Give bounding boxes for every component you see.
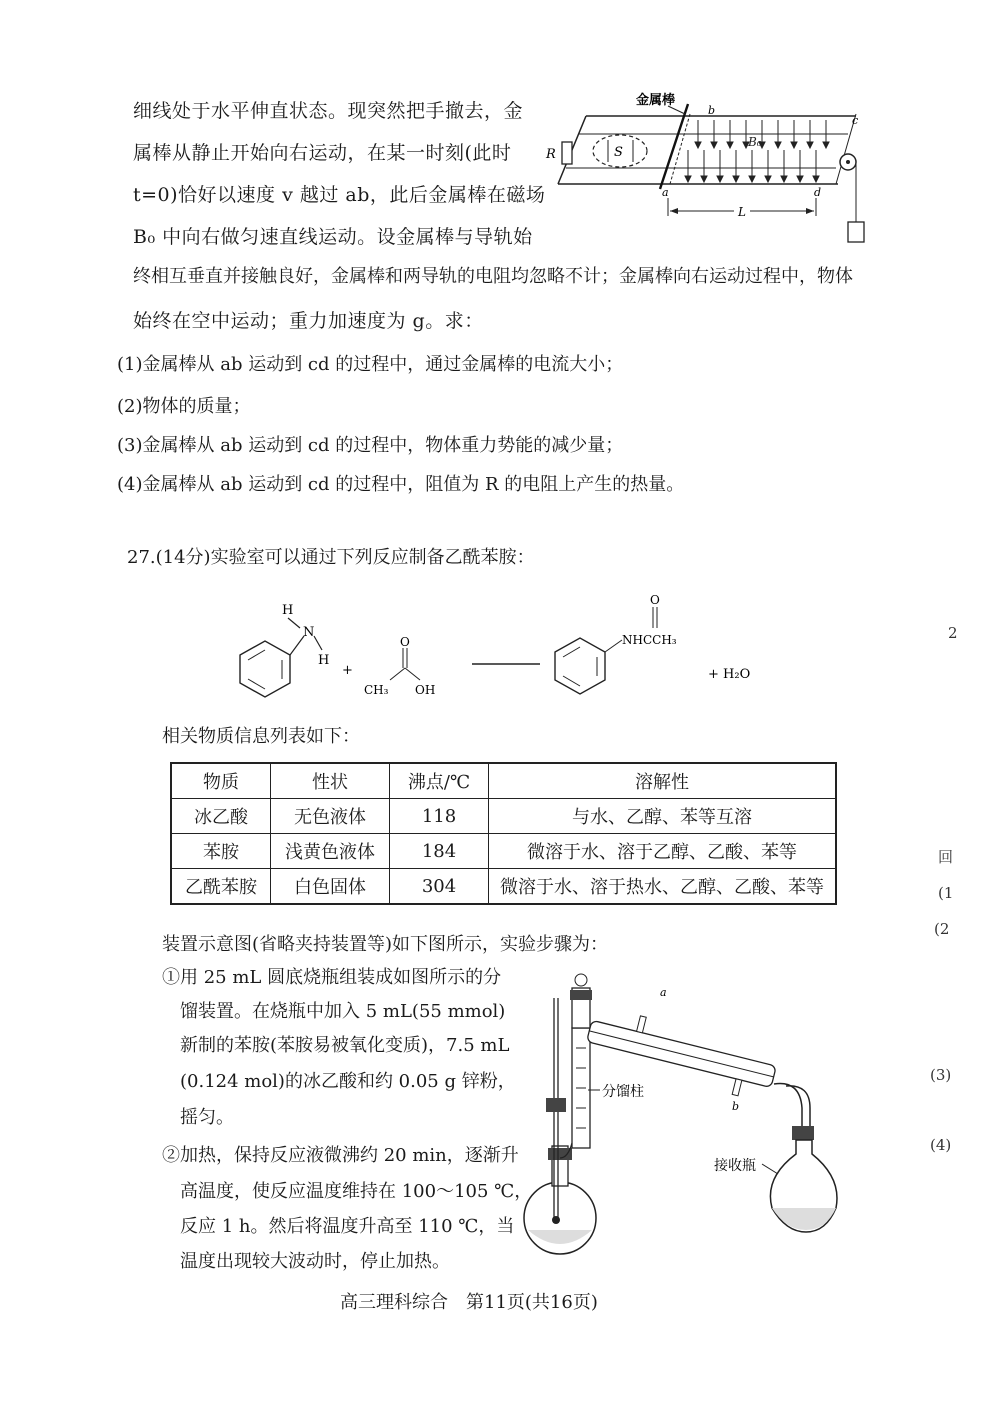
margin-mark: 回 <box>938 848 954 866</box>
water-product: + H₂O <box>708 667 751 682</box>
point-d-label: d <box>814 186 822 199</box>
p27-intro: 27.(14分)实验室可以通过下列反应制备乙酰苯胺： <box>127 547 535 568</box>
table-cell: 304 <box>390 869 489 905</box>
p26-line-6: 始终在空中运动；重力加速度为 g。求： <box>133 310 484 332</box>
margin-mark: (3) <box>930 1066 952 1084</box>
apparatus-intro: 装置示意图(省略夹持装置等)如下图所示，实验步骤为： <box>162 934 609 955</box>
rail-magnetic-field-figure <box>538 84 873 249</box>
p26-question-2: (2)物体的质量； <box>117 396 251 417</box>
amide-group-label: NHCCH₃ <box>622 633 677 647</box>
aniline-n-label: N <box>303 625 315 640</box>
p26-question-3: (3)金属棒从 ab 运动到 cd 的过程中，物体重力势能的减少量； <box>117 435 624 456</box>
resistor-label: R <box>546 147 556 162</box>
table-cell: 乙酰苯胺 <box>171 869 271 905</box>
condenser-inlet-a: a <box>660 986 667 999</box>
substance-info-table <box>170 762 837 905</box>
table-cell: 微溶于水、溶于热水、乙醇、乙酸、苯等 <box>489 869 837 905</box>
reaction-equation <box>210 590 770 715</box>
p26-question-1: (1)金属棒从 ab 运动到 cd 的过程中，通过金属棒的电流大小； <box>117 354 624 375</box>
point-b-label: b <box>708 104 716 117</box>
table-header-row <box>171 763 836 799</box>
table-row <box>171 869 836 905</box>
acid-ch3-label: CH₃ <box>364 683 389 697</box>
table-header-cell: 性状 <box>271 763 390 799</box>
amide-o-label: O <box>650 593 660 607</box>
step1-line-1: ①用 25 mL 圆底烧瓶组装成如图所示的分 <box>162 967 502 988</box>
table-cell: 白色固体 <box>271 869 390 905</box>
field-b0-label: B₀ <box>748 135 762 149</box>
receiver-label: 接收瓶 <box>714 1158 756 1174</box>
margin-mark: 2 <box>948 624 958 642</box>
table-cell: 与水、乙醇、苯等互溶 <box>489 799 837 834</box>
p26-line-4: B₀ 中向右做匀速直线运动。设金属棒与导轨始 <box>133 226 533 248</box>
aniline-h-top: H <box>282 603 294 618</box>
distillation-apparatus-figure <box>510 968 840 1263</box>
hanging-mass <box>848 222 864 242</box>
condenser-outlet-b: b <box>732 1100 740 1113</box>
table-header-cell: 物质 <box>171 763 271 799</box>
step2-line-3: 反应 1 h。然后将温度升高至 110 ℃，当 <box>180 1216 515 1237</box>
table-header-cell: 沸点/℃ <box>390 763 489 799</box>
table-cell: 无色液体 <box>271 799 390 834</box>
aniline-h-side: H <box>318 653 330 668</box>
p26-line-5: 终相互垂直并接触良好，金属棒和两导轨的电阻均忽略不计；金属棒向右运动过程中，物体 <box>133 266 853 287</box>
p26-line-1: 细线处于水平伸直状态。现突然把手撤去，金 <box>133 100 524 122</box>
table-cell: 微溶于水、溶于乙醇、乙酸、苯等 <box>489 834 837 869</box>
step1-line-5: 摇匀。 <box>180 1107 234 1128</box>
table-row <box>171 799 836 834</box>
point-c-label: c <box>852 114 859 127</box>
table-row <box>171 834 836 869</box>
margin-mark: (2 <box>934 920 950 938</box>
page-footer: 高三理科综合 第11页(共16页) <box>340 1292 598 1313</box>
plus-sign-1: + <box>342 663 353 678</box>
table-caption: 相关物质信息列表如下： <box>162 726 360 747</box>
table-cell: 冰乙酸 <box>171 799 271 834</box>
acid-o-label: O <box>400 635 410 649</box>
table-cell: 浅黄色液体 <box>271 834 390 869</box>
table-cell: 184 <box>390 834 489 869</box>
step1-line-2: 馏装置。在烧瓶中加入 5 mL(55 mmol) <box>180 1001 506 1022</box>
step2-line-2: 高温度，使反应温度维持在 100～105 ℃， <box>180 1181 533 1202</box>
column-label: 分馏柱 <box>602 1084 644 1100</box>
length-l-label: L <box>738 205 746 219</box>
margin-mark: (4) <box>930 1136 952 1154</box>
margin-mark: (1 <box>938 884 954 902</box>
table-header-cell: 溶解性 <box>489 763 837 799</box>
resistor-symbol <box>562 142 572 164</box>
region-s-label: S <box>614 145 623 160</box>
step1-line-3: 新制的苯胺(苯胺易被氧化变质)，7.5 mL <box>180 1035 510 1056</box>
step1-line-4: (0.124 mol)的冰乙酸和约 0.05 g 锌粉， <box>180 1071 516 1092</box>
p26-line-2: 属棒从静止开始向右运动，在某一时刻(此时 <box>133 142 512 164</box>
metal-rod-label: 金属棒 <box>636 93 676 108</box>
table-cell: 118 <box>390 799 489 834</box>
step2-line-1: ②加热，保持反应液微沸约 20 min，逐渐升 <box>162 1145 519 1166</box>
p26-question-4: (4)金属棒从 ab 运动到 cd 的过程中，阻值为 R 的电阻上产生的热量。 <box>117 474 685 495</box>
table-cell: 苯胺 <box>171 834 271 869</box>
p26-line-3: t=0)恰好以速度 v 越过 ab，此后金属棒在磁场 <box>133 184 546 206</box>
point-a-label: a <box>662 186 669 199</box>
acid-oh-label: OH <box>415 683 436 697</box>
step2-line-4: 温度出现较大波动时，停止加热。 <box>180 1251 450 1272</box>
